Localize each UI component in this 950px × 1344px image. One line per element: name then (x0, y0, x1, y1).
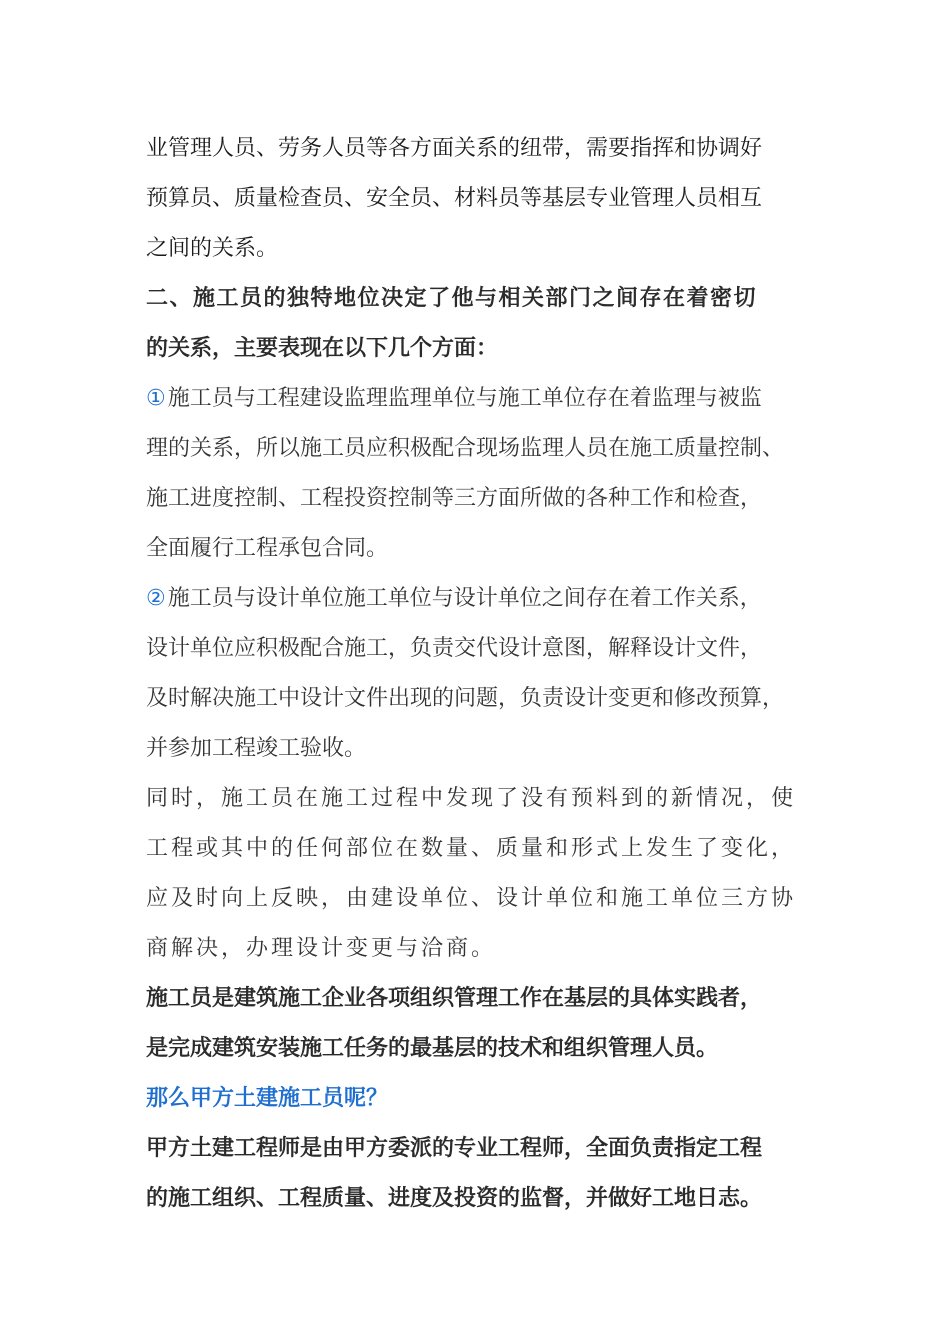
same-time-line-3: 应及时向上反映，由建设单位、设计单位和施工单位三方协 (146, 886, 797, 911)
item-2-line-1 (146, 574, 826, 624)
item-1-line-3: 施工进度控制、工程投资控制等三方面所做的各种工作和检查， (146, 486, 763, 511)
answer-line-1: 甲方土建工程师是由甲方委派的专业工程师，全面负责指定工程 (146, 1136, 763, 1161)
summary-line-1: 施工员是建筑施工企业各项组织管理工作在基层的具体实践者， (146, 986, 763, 1011)
answer-line-2: 的施工组织、工程质量、进度及投资的监督，并做好工地日志。 (146, 1186, 763, 1211)
document-page (146, 124, 826, 1224)
item-1-text-1: 施工员与工程建设监理监理单位与施工单位存在着监理与被监 (167, 386, 762, 411)
summary-line-2: 是完成建筑安装施工任务的最基层的技术和组织管理人员。 (146, 1036, 719, 1061)
item-1-line-4: 全面履行工程承包合同。 (146, 536, 389, 561)
intro-line-3: 之间的关系。 (146, 236, 279, 261)
circled-number-1: ① (146, 386, 166, 411)
same-time-line-1: 同时，施工员在施工过程中发现了没有预料到的新情况，使 (146, 786, 797, 811)
intro-line-2: 预算员、质量检查员、安全员、材料员等基层专业管理人员相互 (146, 186, 763, 211)
item-2-line-2: 设计单位应积极配合施工，负责交代设计意图，解释设计文件， (146, 636, 763, 661)
item-2-line-4: 并参加工程竣工验收。 (146, 736, 367, 761)
question-heading: 那么甲方土建施工员呢？ (146, 1086, 389, 1111)
item-2-line-3: 及时解决施工中设计文件出现的问题，负责设计变更和修改预算， (146, 686, 785, 711)
circled-number-2: ② (146, 586, 166, 611)
item-1-line-1 (146, 374, 826, 424)
intro-line-1: 业管理人员、劳务人员等各方面关系的纽带，需要指挥和协调好 (146, 136, 763, 161)
same-time-line-2: 工程或其中的任何部位在数量、质量和形式上发生了变化， (146, 836, 797, 861)
heading-2-line-1: 二、施工员的独特地位决定了他与相关部门之间存在着密切 (146, 286, 758, 311)
item-2-text-1: 施工员与设计单位施工单位与设计单位之间存在着工作关系， (167, 586, 762, 611)
same-time-line-4: 商解决，办理设计变更与洽商。 (146, 936, 497, 961)
item-1-line-2: 理的关系，所以施工员应积极配合现场监理人员在施工质量控制、 (146, 436, 785, 461)
heading-2-line-2: 的关系，主要表现在以下几个方面： (146, 336, 499, 361)
